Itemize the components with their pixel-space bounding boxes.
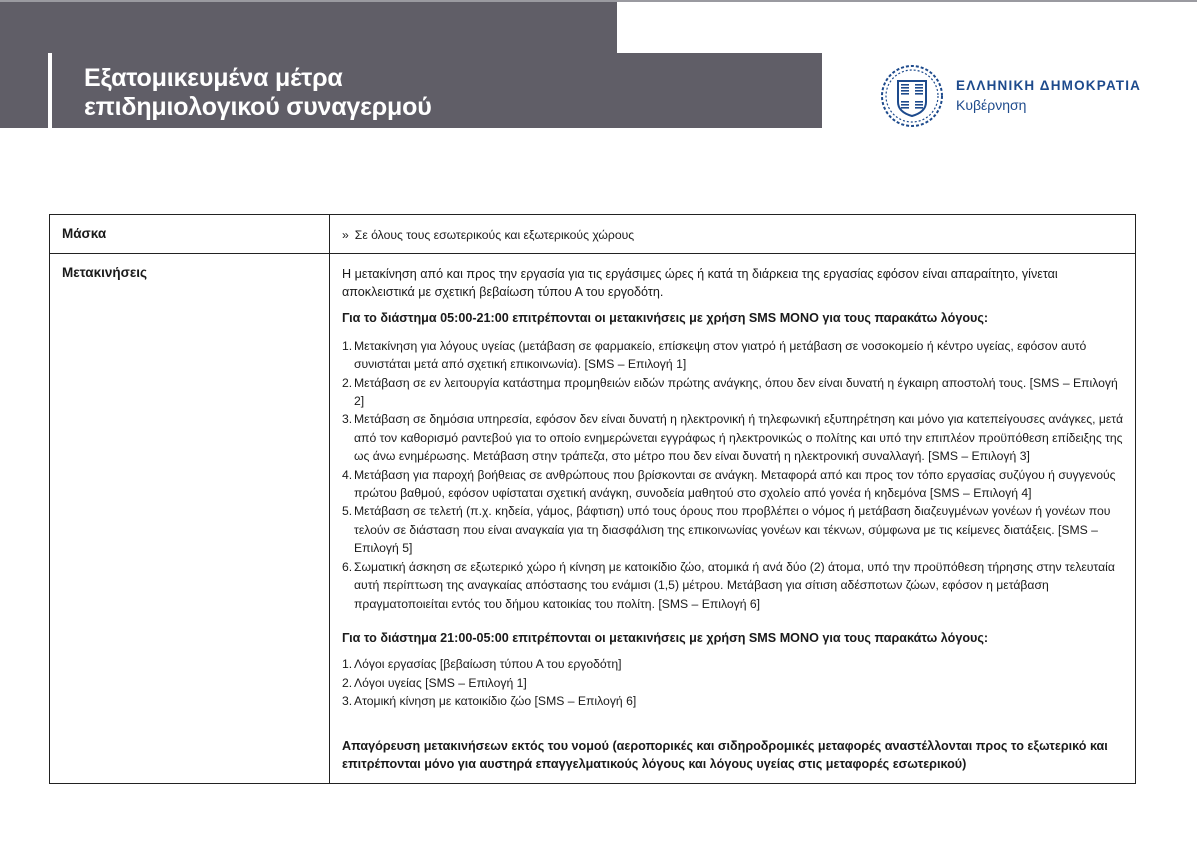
mask-text: Σε όλους τους εσωτερικούς και εξωτερικούς χώρους [354,228,635,242]
header-accent-bar [48,53,52,130]
list-item [342,558,1123,613]
page-title [84,64,784,122]
government-name: ΕΛΛΗΝΙΚΗ ΔΗΜΟΚΡΑΤΙΑ [956,78,1142,93]
day-heading: Για το διάστημα 05:00-21:00 επιτρέπονται οι μετακινήσεις με χρήση SMS MONO για τους παρακάτω λόγους: [342,311,989,326]
list-number: 3. [342,412,353,427]
table-row-movements [50,254,1136,783]
list-item [342,410,1123,465]
list-number: 2. [342,675,353,690]
list-number: 5. [342,504,353,519]
government-logo [880,64,1141,128]
list-item [342,655,1123,673]
measures-table [49,214,1136,784]
list-text: Λόγοι εργασίας [βεβαίωση τύπου Α του εργοδότη] [354,657,622,672]
list-text: Μετακίνηση για λόγους υγείας (μετάβαση σε φαρμακείο, επίσκεψη στον γιατρό ή μετάβαση σε νοσοκομείο ή κέντρο υγείας, εφόσον αυτό συνιστάται μετά από σχετική επικοινωνία). [SMS – Επιλογή 1] [354,338,1087,372]
night-reasons-list [342,655,1123,710]
page-title-line-2: επιδημιολογικού συναγερμού [84,93,432,121]
list-item [342,374,1123,411]
list-item [342,692,1123,710]
list-number: 6. [342,559,353,574]
movements-intro: Η μετακίνηση από και προς την εργασία για τις εργάσιμες ώρες ή κατά τη διάρκεια της εργασίας εφόσον είναι απαραίτητο, γίνεται αποκλειστικά με σχετική βεβαίωση τύπου Α του εργοδότη. [342,267,1058,300]
greek-coat-of-arms-icon [880,64,944,128]
page-title-line-1: Εξατομικευμένα μέτρα [84,64,343,92]
list-item [342,466,1123,503]
list-number: 1. [342,338,353,353]
list-number: 4. [342,467,353,482]
header-band-top [0,2,617,53]
row-content-mask [330,215,1136,254]
list-text: Λόγοι υγείας [SMS – Επιλογή 1] [354,675,527,690]
list-text: Μετάβαση σε τελετή (π.χ. κηδεία, γάμος, βάφτιση) υπό τους όρους που προβλέπει ο νόμος ή μετάβαση διαζευγμένων γονέων ή γονέων που τελούν σε διάσταση που είναι αναγκαία για τη διασφάλιση της επικοινωνίας γονέων και τέκνων, σύμφωνα με τις κείμενες διατάξεις. [SMS – Επιλογή 5] [354,504,1111,556]
list-item [342,674,1123,692]
list-text: Μετάβαση για παροχή βοήθειας σε ανθρώπους που βρίσκονται σε ανάγκη. Μεταφορά από και προς τον τόπο εργασίας συζύγου ή συγγενούς πρώτου βαθμού, εφόσον υφίσταται σχετική ανάγκη, συνοδεία μαθητού στο σχολείο από γονέα ή κηδεμόνα [SMS – Επιλογή 4] [354,467,1116,501]
list-item [342,502,1123,557]
travel-ban-notice: Απαγόρευση μετακινήσεων εκτός του νομού (αεροπορικές και σιδηροδρομικές μεταφορές αναστέλλονται προς το εξωτερικό και επιτρέπονται μόνο για αυστηρά επαγγελματικούς λόγους και λόγους υγείας στις μεταφορές εσωτερικού) [342,738,1108,771]
list-text: Μετάβαση σε δημόσια υπηρεσία, εφόσον δεν είναι δυνατή η ηλεκτρονική ή τηλεφωνική εξυπηρέτηση και μόνο για κατεπείγουσες ανάγκες, μετά από τον καθορισμό ραντεβού για το οποίο ενημερώνεται εγγράφως ή ηλεκτρονικώς ο πολίτης και υπό την επιπλέον προϋπόθεση επίδειξης της ως άνω ενημέρωσης. Μετάβαση στην τράπεζα, στο μέτρο που δεν είναι δυνατή η ηλεκτρονική συναλλαγή. [SMS – Επιλογή 3] [354,412,1123,464]
government-subtitle: Κυβέρνηση [956,97,1027,113]
row-label-mask: Μάσκα [50,215,330,254]
list-number: 1. [342,657,353,672]
list-number: 2. [342,375,353,390]
bullet-marker: » [342,228,349,242]
list-text: Σωματική άσκηση σε εξωτερικό χώρο ή κίνηση με κατοικίδιο ζώο, ατομικά ή ανά δύο (2) άτομα, υπό την προϋπόθεση τήρησης στην τελευταία αυτή περίπτωση της αναγκαίας απόστασης του ενάμισι (1,5) μέτρου. Μετάβαση για σίτιση αδέσποτων ζώων, εφόσον η μετάβαση πραγματοποιείται εντός του δήμου κατοικίας του πολίτη. [SMS – Επιλογή 6] [354,559,1115,611]
list-text: Ατομική κίνηση με κατοικίδιο ζώο [SMS – Επιλογή 6] [354,694,637,709]
night-heading: Για το διάστημα 21:00-05:00 επιτρέπονται οι μετακινήσεις με χρήση SMS MONO για τους παρακάτω λόγους: [342,630,989,645]
government-text [956,77,1141,115]
row-label-movements: Μετακινήσεις [50,254,330,783]
list-item [342,337,1123,374]
day-reasons-list [342,337,1123,613]
list-number: 3. [342,694,353,709]
row-content-movements [330,254,1136,783]
list-text: Μετάβαση σε εν λειτουργία κατάστημα προμηθειών ειδών πρώτης ανάγκης, όπου δεν είναι δυνατή η έγκαιρη αποστολή τους. [SMS – Επιλογή 2] [354,375,1118,409]
table-row-mask [50,215,1136,254]
